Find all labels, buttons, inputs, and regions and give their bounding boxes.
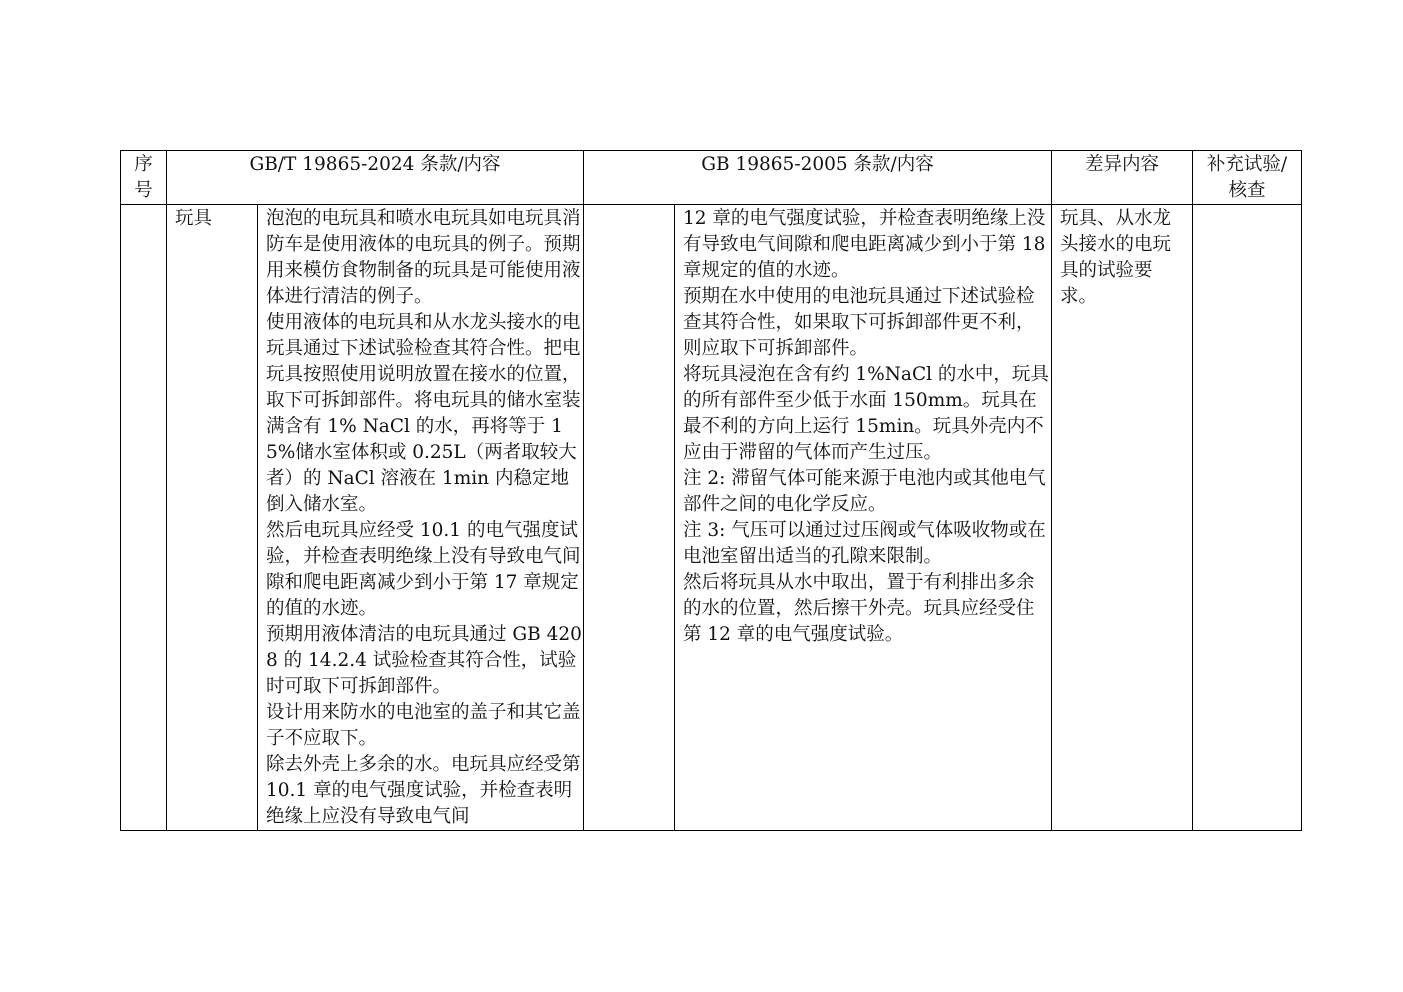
row-item-cell bbox=[167, 205, 258, 831]
row-difference: 玩具、从水龙头接水的电玩具的试验要求。 bbox=[1060, 208, 1172, 307]
row-supplement bbox=[1193, 205, 1301, 206]
header-new-standard-label: GB/T 19865-2024 条款/内容 bbox=[249, 154, 501, 175]
header-difference bbox=[1052, 151, 1193, 205]
header-old-standard bbox=[584, 151, 1052, 205]
row-new-text-cell bbox=[258, 205, 584, 831]
header-old-standard-label: GB 19865-2005 条款/内容 bbox=[701, 154, 934, 175]
row-old-text-cell bbox=[675, 205, 1052, 831]
row-old-text: 12 章的电气强度试验，并检查表明绝缘上没有导致电气间隙和爬电距离减少到小于第 18 章规定的值的水迹。 预期在水中使用的电池玩具通过下述试验检查其符合性，如果取下可拆卸部件更不利，则应取下可拆卸部件。 将玩具浸泡在含有约 1%NaCl 的水中，玩具的所有部件至少低于水面 150mm。玩具在最不利的方向上运行 15min。玩具外壳内不应由于滞留的气体而产生过压。 注 2: 滞留气体可能来源于电池内或其他电气部件之间的电化学反应。 注 3: 气压可以通过过压阀或气体吸收物或在电池室留出适当的孔隙来限制。 然后将玩具从水中取出，置于有利排出多余的水的位置，然后擦干外壳。玩具应经受住第 12 章的电气强度试验。 bbox=[683, 208, 1049, 645]
table-row bbox=[121, 205, 1302, 831]
row-seq bbox=[121, 205, 166, 206]
row-supplement-cell bbox=[1193, 205, 1302, 831]
row-old-clause-cell bbox=[584, 205, 675, 831]
row-new-text: 泡泡的电玩具和喷水电玩具如电玩具消防车是使用液体的电玩具的例子。预期用来模仿食物制备的玩具是可能使用液体进行清洁的例子。 使用液体的电玩具和从水龙头接水的电玩具通过下述试验检查其符合性。把电玩具按照使用说明放置在接水的位置，取下可拆卸部件。将电玩具的储水室装满含有 1% NaCl 的水，再将等于 15%储水室体积或 0.25L（两者取较大者）的 NaCl 溶液在 1min 内稳定地倒入储水室。 然后电玩具应经受 10.1 的电气强度试验，并检查表明绝缘上没有导致电气间隙和爬电距离减少到小于第 17 章规定的值的水迹。 预期用液体清洁的电玩具通过 GB 4208 的 14.2.4 试验检查其符合性，试验时可取下可拆卸部件。 设计用来防水的电池室的盖子和其它盖子不应取下。 除去外壳上多余的水。电玩具应经受第 10.1 章的电气强度试验，并检查表明绝缘上应没有导致电气间 bbox=[266, 208, 582, 827]
row-old-clause bbox=[584, 205, 674, 206]
row-difference-cell bbox=[1052, 205, 1193, 831]
header-supplement-label: 补充试验/ 核查 bbox=[1206, 154, 1288, 201]
comparison-table bbox=[120, 150, 1302, 831]
row-seq-cell bbox=[121, 205, 167, 831]
header-seq-label: 序 号 bbox=[134, 154, 153, 201]
table-header-row bbox=[121, 151, 1302, 205]
header-new-standard bbox=[167, 151, 584, 205]
row-item: 玩具 bbox=[175, 208, 213, 229]
header-seq bbox=[121, 151, 167, 205]
header-supplement bbox=[1193, 151, 1302, 205]
header-difference-label: 差异内容 bbox=[1084, 154, 1159, 175]
